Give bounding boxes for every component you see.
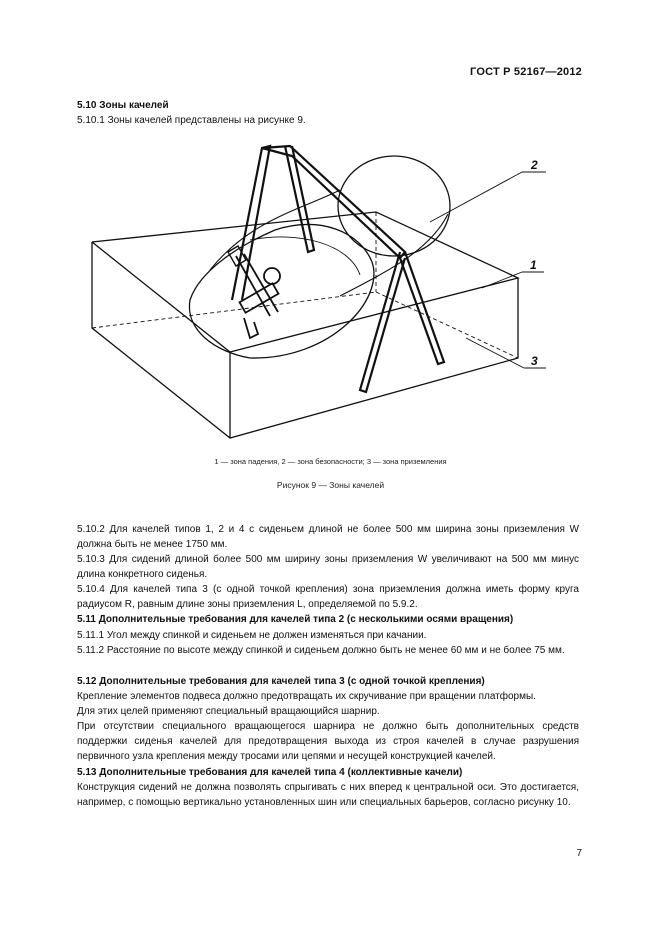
swing-seat xyxy=(228,246,280,338)
paragraph-5-10-4: 5.10.4 Для качелей типа 3 (с одной точкой крепления) зона приземления должна иметь форму круга радиусом R, равным длине зоны приземления L, определяемой по 5.9.2. xyxy=(77,584,579,610)
figure-swing-zones xyxy=(80,128,580,448)
label-1: 1 xyxy=(530,258,537,272)
leader-lines xyxy=(430,172,546,368)
section-heading-5-11: 5.11 Дополнительные требования для качелей типа 2 (с несколькими осями вращения) xyxy=(77,614,514,625)
section-heading-5-13: 5.13 Дополнительные требования для качелей типа 4 (коллективные качели) xyxy=(77,767,463,778)
paragraph-5-10-3: 5.10.3 Для сидений длиной более 500 мм ширину зоны приземления W увеличивают на 500 мм минус длина конкретного сиденья. xyxy=(77,554,579,580)
paragraph-5-12-c: При отсутствии специального вращающегося шарнира не должно быть дополнительных средств поддержки сиденья качелей для предотвращения выхода из строя качелей в случае разрушения первичного узла крепления между тросами или цепями и несущей конструкцией качелей. xyxy=(77,721,579,762)
fall-zone-shape xyxy=(189,224,373,358)
document-header: ГОСТ Р 52167—2012 xyxy=(470,66,582,78)
paragraph-5-13: Конструкция сидений не должна позволять спрыгивать с них вперед к центральной оси. Это достигается, например, с помощью вертикально установленных шин или специальных барьеров, согласно рисунку 10. xyxy=(77,782,579,808)
section-heading-5-12: 5.12 Дополнительные требования для качелей типа 3 (с одной точкой крепления) xyxy=(77,676,485,687)
paragraph-5-11-2: 5.11.2 Расстояние по высоте между спинкой и сиденьем должно быть не менее 60 мм и не более 75 мм. xyxy=(77,645,565,656)
paragraph-5-12-a: Крепление элементов подвеса должно предотвращать их скручивание при вращении платформы. xyxy=(77,691,536,702)
zone-box xyxy=(92,212,518,438)
label-3: 3 xyxy=(531,354,538,368)
paragraph-5-11-1: 5.11.1 Угол между спинкой и сиденьем не должен изменяться при качании. xyxy=(77,630,427,641)
paragraph-5-12-b: Для этих целей применяют специальный вращающийся шарнир. xyxy=(77,706,380,717)
page-number: 7 xyxy=(576,848,582,859)
figure-title: Рисунок 9 — Зоны качелей xyxy=(276,480,385,490)
paragraph-5-10-1: 5.10.1 Зоны качелей представлены на рисунке 9. xyxy=(77,115,306,126)
label-2: 2 xyxy=(531,158,538,172)
section-heading-5-10: 5.10 Зоны качелей xyxy=(77,100,169,111)
swing-frame xyxy=(232,146,444,392)
paragraph-5-10-2: 5.10.2 Для качелей типов 1, 2 и 4 с сиденьем длиной не более 500 мм ширина зоны приземления W должна быть не менее 1750 мм. xyxy=(77,524,579,550)
figure-legend: 1 — зона падения, 2 — зона безопасности; 3 — зона приземления xyxy=(214,457,447,466)
